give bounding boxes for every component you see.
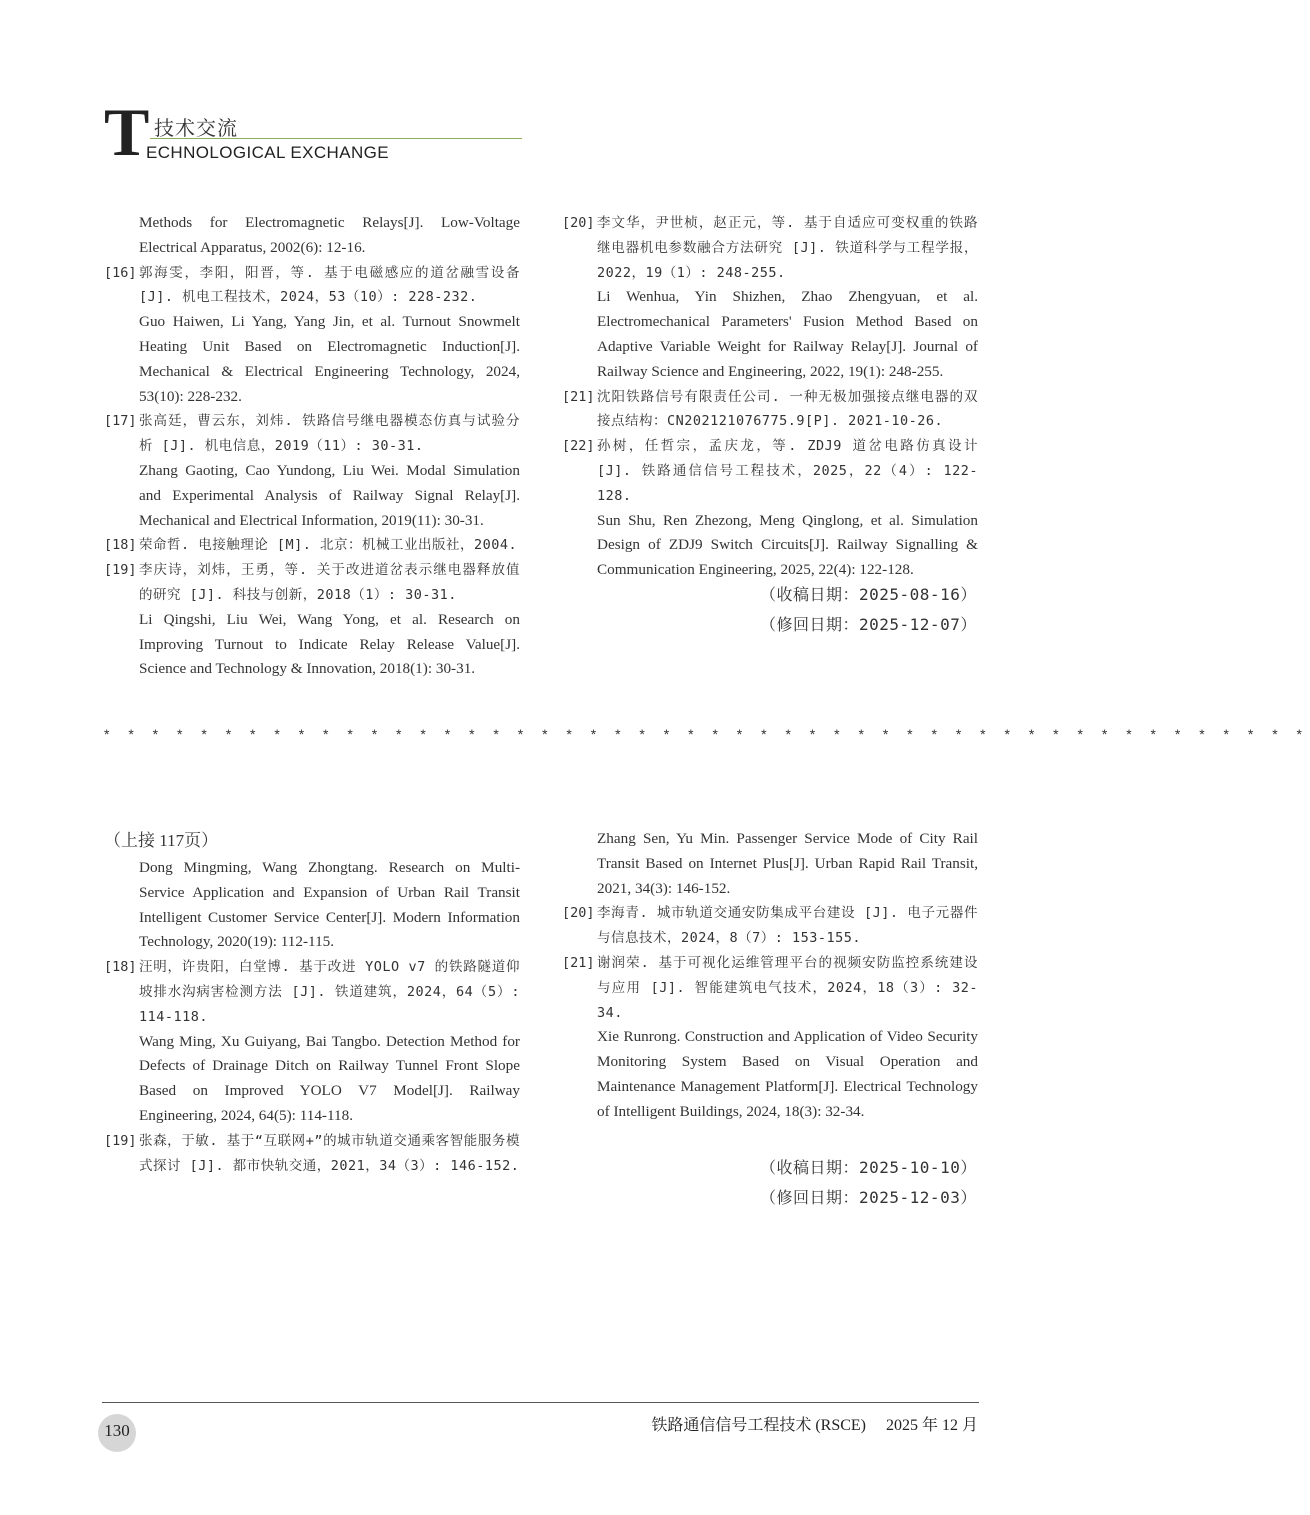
- reference-en: Zhang Sen, Yu Min. Passenger Service Mode of City Rail Transit Based on Internet Plus[J]. Urban Rapid Rail Transit, 2021, 34(3): 146-152.: [597, 830, 978, 897]
- section-header: [104, 94, 522, 170]
- reference-entry: [104, 409, 520, 533]
- continued-from-label: （上接 117页）: [104, 831, 219, 850]
- reference-number: [21]: [562, 388, 595, 405]
- reference-cn: 沈阳铁路信号有限责任公司. 一种无极加强接点继电器的双接点结构：CN202121076775.9[P]. 2021-10-26.: [597, 388, 978, 430]
- references-right-column-2: [562, 827, 978, 1125]
- revised-date: （修回日期：2025-12-03）: [760, 1188, 977, 1207]
- reference-number: [19]: [104, 562, 137, 579]
- reference-number: [22]: [562, 438, 595, 455]
- reference-entry: [562, 901, 978, 951]
- references-left-column-2: [104, 828, 520, 1178]
- reference-number: [20]: [562, 215, 595, 231]
- reference-number: [16]: [104, 264, 137, 281]
- reference-entry: [104, 955, 520, 1129]
- reference-en: Xie Runrong. Construction and Application of Video Security Monitoring System Based on Visual Operation and Maintenance Management Platform[J]. Electrical Technology of Intelligent Buildings, 2024, 18(3): 32-34.: [597, 1028, 978, 1120]
- reference-entry: [562, 951, 978, 1125]
- reference-en: Li Qingshi, Liu Wei, Wang Yong, et al. Research on Improving Turnout to Indicate Relay Release Value[J]. Science and Technology & Innovation, 2018(1): 30-31.: [139, 610, 520, 678]
- header-en-title: ECHNOLOGICAL EXCHANGE: [146, 143, 389, 162]
- page-number: 130: [104, 1421, 130, 1440]
- reference-cn: 孙树，任哲宗，孟庆龙，等. ZDJ9 道岔电路仿真设计 [J]. 铁路通信信号工程技术，2025，22（4）: 122-128.: [597, 438, 978, 504]
- reference-cn: 李文华，尹世桢，赵正元，等. 基于自适应可变权重的铁路继电器机电参数融合方法研究 [J]. 铁道科学与工程学报，2022，19（1）: 248-255.: [597, 215, 978, 281]
- reference-number: [19]: [104, 1132, 137, 1149]
- reference-entry: [104, 1129, 520, 1179]
- reference-entry: [104, 856, 520, 955]
- reference-number: [17]: [104, 413, 137, 430]
- received-date: （收稿日期：2025-10-10）: [760, 1158, 977, 1177]
- reference-cn: 谢润荣. 基于可视化运维管理平台的视频安防监控系统建设与应用 [J]. 智能建筑电气技术，2024，18（3）: 32-34.: [597, 954, 978, 1021]
- reference-entry: [104, 558, 520, 682]
- reference-entry: [562, 434, 978, 583]
- reference-entry: [104, 261, 520, 410]
- footer-rule: [102, 1402, 979, 1403]
- reference-entry: [562, 211, 978, 385]
- reference-cn: 张森，于敏. 基于“互联网+”的城市轨道交通乘客智能服务模式探讨 [J]. 都市快轨交通，2021，34（3）: 146-152.: [139, 1132, 520, 1174]
- reference-en: Zhang Gaoting, Cao Yundong, Liu Wei. Modal Simulation and Experimental Analysis of Railway Signal Relay[J]. Mechanical and Electrical Information, 2019(11): 30-31.: [139, 461, 520, 529]
- header-logo-letter: T: [104, 94, 150, 170]
- reference-en: Li Wenhua, Yin Shizhen, Zhao Zhengyuan, et al. Electromechanical Parameters' Fusion Method Based on Adaptive Variable Weight for Railway Relay[J]. Journal of Railway Science and Engineering, 2022, 19(1): 248-255.: [597, 288, 978, 380]
- reference-cn: 汪明，许贵阳，白堂博. 基于改进 YOLO v7 的铁路隧道仰坡排水沟病害检测方法 [J]. 铁道建筑，2024，64（5）: 114-118.: [139, 959, 520, 1025]
- reference-en: Guo Haiwen, Li Yang, Yang Jin, et al. Turnout Snowmelt Heating Unit Based on Electromagnetic Induction[J]. Mechanical & Electrical Engineering Technology, 2024, 53(10): 228-232.: [139, 313, 520, 405]
- article-dates-2: [760, 1153, 977, 1213]
- revised-date: （修回日期：2025-12-07）: [760, 615, 977, 634]
- reference-number: [18]: [104, 959, 137, 976]
- reference-en: Dong Mingming, Wang Zhongtang. Research on Multi-Service Application and Expansion of Urban Rail Transit Intelligent Customer Service Center[J]. Modern Information Technology, 2020(19): 112-115.: [139, 859, 520, 951]
- reference-en: Sun Shu, Ren Zhezong, Meng Qinglong, et al. Simulation Design of ZDJ9 Switch Circuits[J]. Railway Signalling & Communication Engineering, 2025, 22(4): 122-128.: [597, 511, 978, 579]
- reference-number: [21]: [562, 954, 595, 971]
- reference-en: Wang Ming, Xu Guiyang, Bai Tangbo. Detection Method for Defects of Drainage Ditch on Railway Tunnel Front Slope Based on Improved YOLO V7 Model[J]. Railway Engineering, 2024, 64(5): 114-118.: [139, 1032, 520, 1124]
- reference-cn: 郭海雯，李阳，阳晋，等. 基于电磁感应的道岔融雪设备 [J]. 机电工程技术，2024，53（10）: 228-232.: [139, 264, 520, 306]
- reference-number: [18]: [104, 537, 137, 554]
- reference-en: Methods for Electromagnetic Relays[J]. Low-Voltage Electrical Apparatus, 2002(6): 12-16.: [139, 214, 520, 256]
- journal-footer: 铁路通信信号工程技术 (RSCE) 2025 年 12 月: [651, 1417, 978, 1434]
- article-dates-1: [760, 580, 977, 640]
- reference-number: [20]: [562, 905, 595, 922]
- references-left-column-1: [104, 211, 520, 682]
- reference-entry: [562, 385, 978, 435]
- reference-entry: [104, 533, 520, 558]
- received-date: （收稿日期：2025-08-16）: [760, 585, 977, 604]
- references-right-column-1: [562, 211, 978, 583]
- header-cn-title: 技术交流: [154, 116, 238, 140]
- reference-cn: 荣命哲. 电接触理论 [M]. 北京：机械工业出版社，2004.: [139, 537, 518, 554]
- reference-cn: 张高廷，曹云东，刘炜. 铁路信号继电器模态仿真与试验分析 [J]. 机电信息，2019（11）: 30-31.: [139, 413, 520, 455]
- reference-cn: 李海青. 城市轨道交通安防集成平台建设 [J]. 电子元器件与信息技术，2024，8（7）: 153-155.: [597, 905, 978, 947]
- header-rule: [150, 138, 522, 139]
- section-divider: * * * * * * * * * * * * * * * * * * * * * * * * * * * * * * * * * * * * * * * * * * * * * * * * * *: [104, 726, 1310, 742]
- reference-cn: 李庆诗，刘炜，王勇，等. 关于改进道岔表示继电器释放值的研究 [J]. 科技与创新，2018（1）: 30-31.: [139, 562, 520, 603]
- reference-entry: [104, 211, 520, 261]
- reference-entry: [562, 827, 978, 901]
